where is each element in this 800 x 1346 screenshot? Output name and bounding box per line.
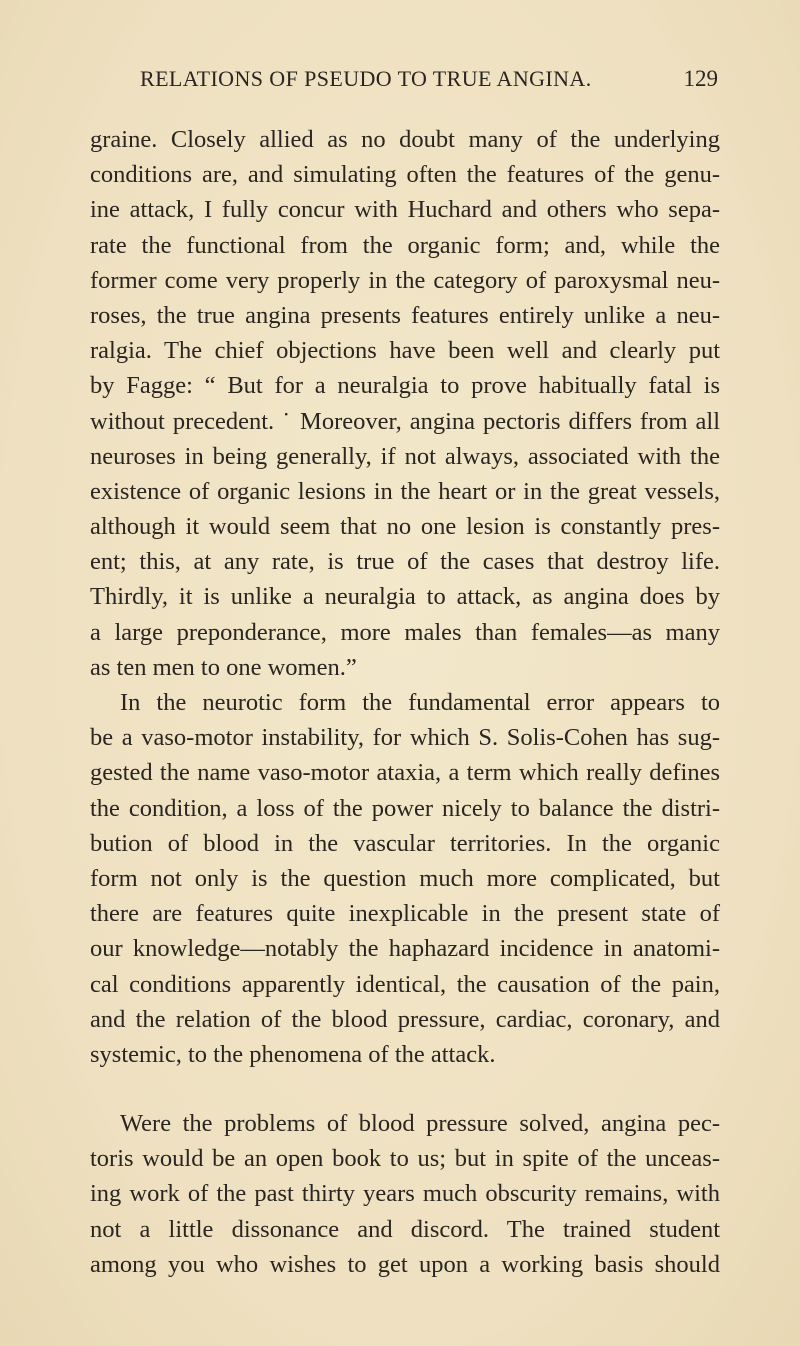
text-line: and the relation of the blood pressure, cardiac, coronary, and [90, 1005, 720, 1033]
text-line: ralgia. The chief objections have been well and clearly put [90, 337, 720, 365]
text-line: ent; this, at any rate, is true of the cases that destroy life. [90, 548, 720, 576]
paragraph-1 [90, 122, 720, 685]
text-line: Thirdly, it is unlike a neuralgia to attack, as angina does by [90, 583, 720, 611]
page-number: 129 [683, 66, 718, 91]
text-line: ing work of the past thirty years much obscurity remains, with [90, 1180, 720, 1208]
text-line: toris would be an open book to us; but in spite of the unceas- [90, 1145, 720, 1173]
text-line: as ten men to one women.” [90, 653, 357, 681]
text-line: bution of blood in the vascular territories. In the organic [90, 829, 720, 857]
text-line: there are features quite inexplicable in the present state of [90, 900, 720, 928]
text-line: In the neurotic form the fundamental error appears to [120, 689, 720, 716]
text-line: among you who wishes to get upon a working basis should [90, 1250, 720, 1278]
text-line: although it would seem that no one lesion is constantly pres- [90, 513, 720, 541]
text-line: not a little dissonance and discord. The trained student [90, 1215, 720, 1243]
text-line: roses, the true angina presents features entirely unlike a neu- [90, 301, 720, 329]
text-line: a large preponderance, more males than females—as many [90, 618, 720, 646]
body-text [90, 122, 720, 1282]
text-line: ine attack, I fully concur with Huchard and others who sepa- [90, 196, 720, 224]
text-line: be a vaso-motor instability, for which S. Solis-Cohen has sug- [90, 724, 720, 752]
text-line: Were the problems of blood pressure solved, angina pec- [120, 1110, 720, 1138]
text-line: existence of organic lesions in the heart or in the great vessels, [90, 477, 720, 505]
text-line: without precedent. ˙ Moreover, angina pectoris differs from all [90, 407, 720, 435]
text-line: the condition, a loss of the power nicely to balance the distri- [90, 794, 720, 822]
text-line: former come very properly in the category of paroxysmal neu- [90, 266, 720, 294]
paragraph-3 [90, 1106, 720, 1282]
text-line: gested the name vaso-motor ataxia, a term which really defines [90, 759, 720, 787]
text-line: cal conditions apparently identical, the causation of the pain, [90, 970, 720, 998]
text-line: form not only is the question much more complicated, but [90, 864, 720, 892]
text-line: conditions are, and simulating often the features of the genu- [90, 161, 720, 189]
text-line: graine. Closely allied as no doubt many of the underlying [90, 126, 720, 153]
text-line: neuroses in being generally, if not always, associated with the [90, 442, 720, 470]
paragraph-2 [90, 685, 720, 1072]
text-line: by Fagge: “ But for a neuralgia to prove habitually fatal is [90, 372, 720, 400]
running-title: RELATIONS OF PSEUDO TO TRUE ANGINA. [140, 66, 592, 91]
text-line: systemic, to the phenomena of the attack. [90, 1040, 496, 1068]
text-line: rate the functional from the organic form; and, while the [90, 231, 720, 259]
text-line: our knowledge—notably the haphazard incidence in anatomi- [90, 935, 720, 963]
paragraph-gap [90, 1072, 720, 1106]
running-head [90, 66, 718, 106]
